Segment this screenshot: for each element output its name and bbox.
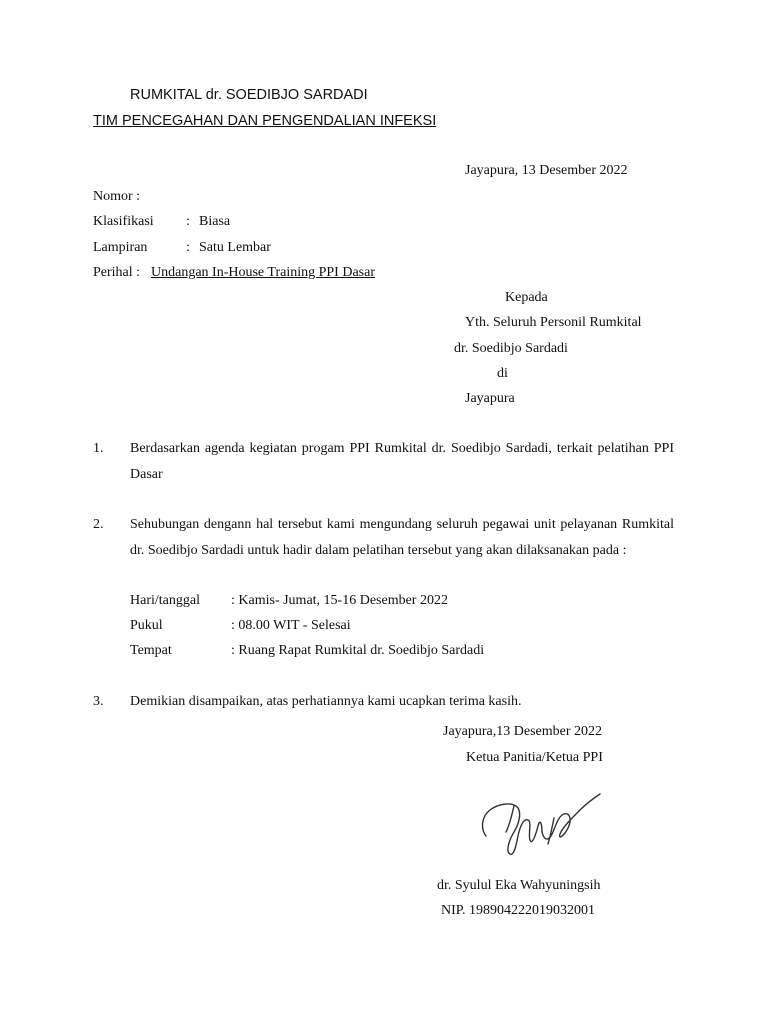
signatory-name: dr. Syulul Eka Wahyuningsih bbox=[437, 878, 601, 893]
signature-image bbox=[476, 788, 606, 860]
klasifikasi-value: Biasa bbox=[199, 214, 231, 229]
recipient-kepada: Kepada bbox=[505, 290, 548, 305]
schedule-value: : Kamis- Jumat, 15-16 Desember 2022 bbox=[231, 593, 448, 608]
nomor-label: Nomor : bbox=[93, 189, 141, 204]
schedule-label: Hari/tanggal bbox=[130, 593, 200, 608]
item-3-number: 3. bbox=[93, 694, 104, 709]
letter-date: Jayapura, 13 Desember 2022 bbox=[465, 163, 628, 178]
item-2-text: Sehubungan dengann hal tersebut kami mengundang seluruh pegawai unit pelayanan Rumkital dr. Soedibjo Sardadi untuk hadir dalam pelatihan tersebut yang akan dilaksanakan pada : bbox=[130, 517, 674, 558]
institution-name: RUMKITAL dr. SOEDIBJO SARDADI bbox=[130, 87, 368, 103]
perihal-value: Undangan In-House Training PPI Dasar bbox=[151, 265, 375, 280]
recipient-di: di bbox=[497, 366, 508, 381]
signatory-nip: NIP. 198904222019032001 bbox=[441, 903, 596, 918]
schedule-label: Tempat bbox=[130, 643, 172, 658]
lampiran-value: Satu Lembar bbox=[199, 240, 271, 255]
schedule-label: Pukul bbox=[130, 618, 163, 633]
perihal-label: Perihal : bbox=[93, 265, 141, 280]
klasifikasi-label: Klasifikasi bbox=[93, 214, 154, 229]
team-name: TIM PENCEGAHAN DAN PENGENDALIAN INFEKSI bbox=[93, 113, 437, 129]
recipient-yth: Yth. Seluruh Personil Rumkital bbox=[465, 315, 642, 330]
item-1-text: Berdasarkan agenda kegiatan progam PPI Rumkital dr. Soedibjo Sardadi, terkait pelatihan PPI Dasar bbox=[130, 441, 674, 482]
item-3-text: Demikian disampaikan, atas perhatiannya kami ucapkan terima kasih. bbox=[130, 694, 522, 709]
closing-date: Jayapura,13 Desember 2022 bbox=[443, 724, 603, 739]
schedule-value: : 08.00 WIT - Selesai bbox=[231, 618, 351, 633]
item-2-number: 2. bbox=[93, 517, 104, 532]
schedule-value: : Ruang Rapat Rumkital dr. Soedibjo Sardadi bbox=[231, 643, 485, 658]
lampiran-colon: : bbox=[186, 240, 190, 255]
item-1-number: 1. bbox=[93, 441, 104, 456]
recipient-name: dr. Soedibjo Sardadi bbox=[454, 341, 568, 356]
lampiran-label: Lampiran bbox=[93, 240, 148, 255]
closing-title: Ketua Panitia/Ketua PPI bbox=[466, 750, 603, 765]
klasifikasi-colon: : bbox=[186, 214, 190, 229]
recipient-place: Jayapura bbox=[465, 391, 515, 406]
